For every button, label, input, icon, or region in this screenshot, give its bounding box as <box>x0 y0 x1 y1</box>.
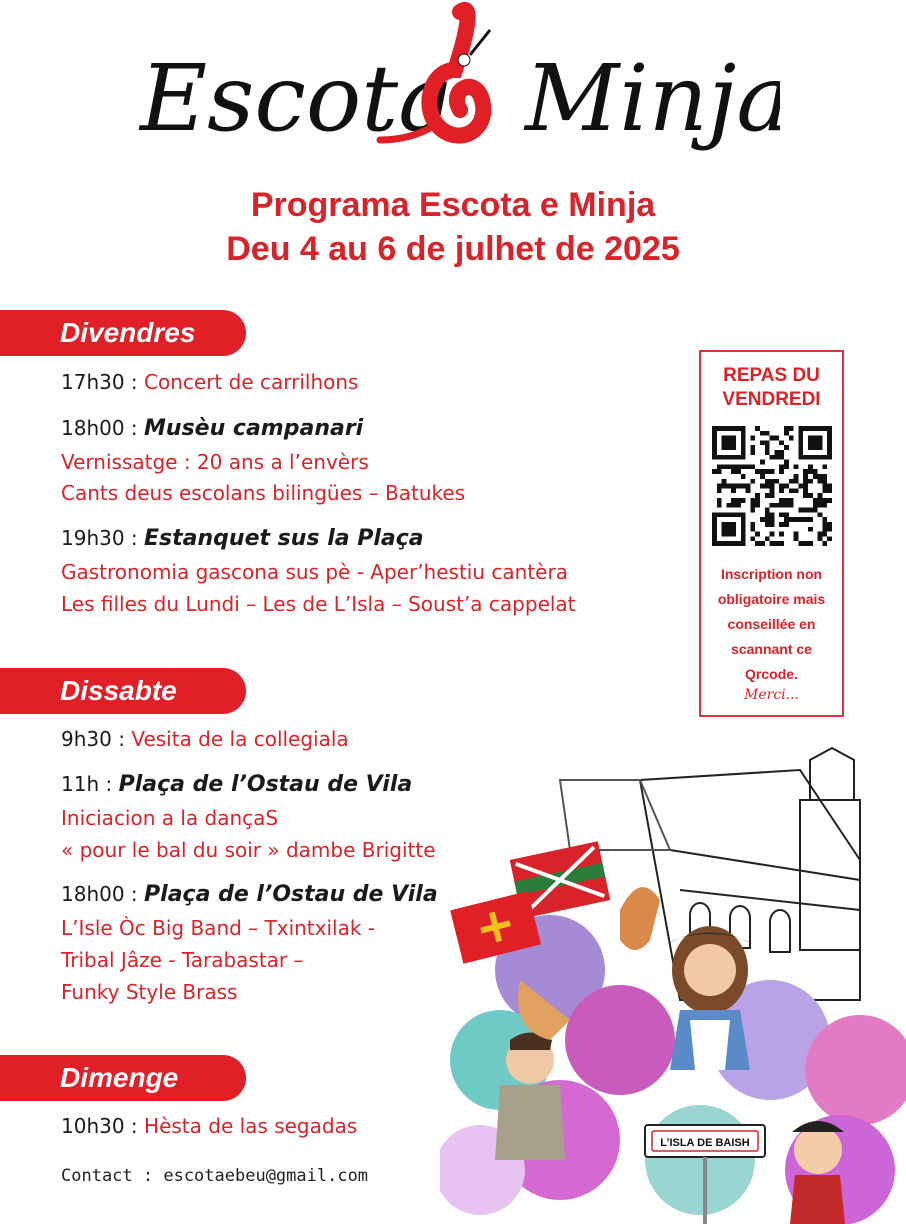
program-title: Programa Escota e Minja <box>250 186 656 224</box>
event-detail: Tribal Jâze - Tarabastar – <box>61 948 304 972</box>
event-detail: Iniciacion a la dançaS <box>61 806 279 830</box>
escota-minja-logo <box>130 0 780 172</box>
event-detail: « pour le bal du soir » dambe Brigitte <box>61 838 436 862</box>
qr-instructions: Inscription non obligatoire mais conseillée en scannant ce Qrcode. <box>717 566 826 682</box>
event-detail: Gastronomia gascona sus pè - Aper’hestiu cantèra <box>61 560 568 584</box>
festival-illustration <box>440 740 906 1224</box>
event-line: 9h30 : Vesita de la collegiala <box>61 727 349 751</box>
event-detail: Les filles du Lundi – Les de L’Isla – Soust’a cappelat <box>61 592 576 616</box>
qr-registration-box <box>699 350 844 717</box>
event-line: 18h00 : Plaça de l’Ostau de Vila <box>61 882 438 907</box>
event-line: 17h30 : Concert de carrilhons <box>61 370 359 394</box>
qr-thanks: Merci... <box>744 687 799 703</box>
logo <box>130 0 780 172</box>
day-banner-divendres: Divendres <box>0 310 246 356</box>
town-sign-text: L’ISLA DE BAISH <box>660 1137 750 1149</box>
event-detail: Cants deus escolans bilingües – Batukes <box>61 481 466 505</box>
qr-title: REPAS DU VENDREDI <box>722 365 821 410</box>
event-detail: L’Isle Òc Big Band – Txintxilak - <box>61 916 376 940</box>
horn <box>620 887 660 950</box>
program-dates: Deu 4 au 6 de julhet de 2025 <box>226 230 680 268</box>
event-detail: Funky Style Brass <box>61 980 238 1004</box>
event-line: 19h30 : Estanquet sus la Plaça <box>61 526 424 551</box>
event-line: 11h : Plaça de l’Ostau de Vila <box>61 772 413 797</box>
qr-code[interactable] <box>712 426 832 546</box>
event-line: 10h30 : Hèsta de las segadas <box>61 1114 358 1138</box>
logo-text-right: Minja <box>525 45 780 152</box>
day-banner-dissabte: Dissabte <box>0 668 246 714</box>
contact-email: Contact : escotaebeu@gmail.com <box>61 1166 369 1186</box>
event-line: 18h00 : Musèu campanari <box>61 416 364 441</box>
event-detail: Vernissatge : 20 ans a l’envèrs <box>61 450 369 474</box>
day-banner-dimenge: Dimenge <box>0 1055 246 1101</box>
logo-text-left: Escota <box>140 45 454 152</box>
